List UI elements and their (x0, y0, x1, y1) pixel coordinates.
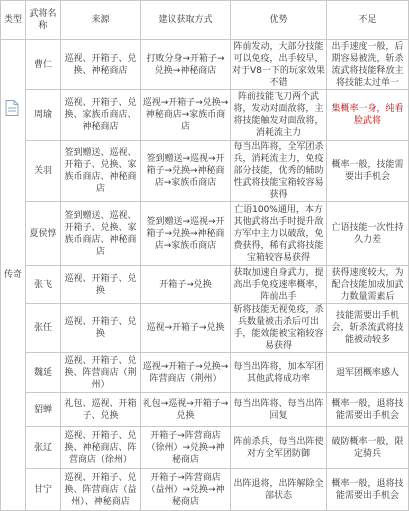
header-type: 类型 (1, 1, 26, 40)
advantage-cell: 每当出阵将、每当出阵回复 (231, 393, 327, 427)
general-name: 甘宁 (26, 469, 61, 511)
general-name: 周瑜 (26, 90, 61, 141)
table-row (1, 202, 409, 266)
method-cell: 开箱子→阵营商店（徐州）→兑换→神秘商店 (141, 427, 231, 469)
document-icon (5, 100, 19, 120)
method-cell: 礼包→巡视→开箱子→兑换 (141, 393, 231, 427)
header-advantage: 优势 (231, 1, 327, 40)
table-row (1, 266, 409, 304)
source-cell: 巡视、开箱子、兑换 (61, 266, 141, 304)
weakness-cell: 破防概率一般，限定骑兵 (327, 427, 409, 469)
general-name: 张辽 (26, 427, 61, 469)
weakness-cell: 概率一般，退将技能需要出手机会 (327, 393, 409, 427)
method-cell: 巡视→开箱子→兑换 (141, 304, 231, 353)
advantage-cell: 每当出阵将，加本军团其他武将成功率 (231, 353, 327, 393)
method-cell: 巡视→开箱子→兑换→阵营商店（荆州） (141, 353, 231, 393)
method-cell: 打败分身→开箱子→兑换→神秘商店 (141, 40, 231, 90)
type-cell (1, 40, 26, 511)
table-row (1, 393, 409, 427)
advantage-cell: 阵前杀兵，每当出阵使对方全军团防御 (231, 427, 327, 469)
source-cell: 巡视、开箱子、兑换、家族币商店、神秘商店 (61, 90, 141, 141)
weakness-cell: 技能需要出手机会，斩杀流武将技能被动较多 (327, 304, 409, 353)
general-name: 张飞 (26, 266, 61, 304)
weakness-cell: 亡语技能一次性持久力差 (327, 202, 409, 266)
table-row (1, 40, 409, 90)
header-name: 武将名称 (26, 1, 61, 40)
weakness-cell: 集概率一身，纯看脸武将 (327, 90, 409, 141)
advantage-cell: 每当出阵将，全军团杀兵，消耗流主力，免疫部分技能，优秀的辅助性武将技能宝箱较容易获得 (231, 141, 327, 202)
source-cell: 巡视、开箱子、兑换 (61, 304, 141, 353)
table-row (1, 304, 409, 353)
source-cell: 巡视、开箱子、兑换、阵营商店（益州）、神秘商店 (61, 469, 141, 511)
type-label: 传奇 (3, 270, 22, 280)
source-cell: 巡视、开箱子、兑换、神秘商店 (61, 40, 141, 90)
general-name: 张任 (26, 304, 61, 353)
general-name: 关羽 (26, 141, 61, 202)
method-cell: 巡视→开箱子→兑换→神秘商店→家族币商店 (141, 90, 231, 141)
source-cell: 签到赠送、巡视、开箱子、兑换、家族币商店、神秘商店 (61, 202, 141, 266)
table-row (1, 353, 409, 393)
weakness-cell: 退军团概率感人 (327, 353, 409, 393)
method-cell: 签到赠送→巡视→开箱子→兑换→神秘商店→家族币商店 (141, 141, 231, 202)
weakness-cell: 概率一般，技能需要出手机会 (327, 141, 409, 202)
source-cell: 巡视、开箱子、兑换、神秘商店、阵营商店（徐州） (61, 427, 141, 469)
table-row (1, 90, 409, 141)
weakness-cell: 概率一般，退将技能需要出手机会 (327, 469, 409, 511)
header-source: 来源 (61, 1, 141, 40)
header-method: 建议获取方式 (141, 1, 231, 40)
weakness-cell: 获得速度较大，为配合技能加成加武力数量需素后 (327, 266, 409, 304)
table-row (1, 427, 409, 469)
method-cell: 开箱子→兑换 (141, 266, 231, 304)
general-name: 魏延 (26, 353, 61, 393)
table-row (1, 469, 409, 511)
advantage-cell: 出阵退将，出阵解除全部状态 (231, 469, 327, 511)
weakness-cell: 出手速度一般，后期容易被洗，斩杀流武将技能释放主将技能太过单一 (327, 40, 409, 90)
general-name: 曹仁 (26, 40, 61, 90)
general-name: 夏侯惇 (26, 202, 61, 266)
general-name: 貂蝉 (26, 393, 61, 427)
table-row (1, 141, 409, 202)
source-cell: 巡视、开箱子、兑换、阵营商店（荆州） (61, 353, 141, 393)
table-header-row (1, 1, 409, 40)
method-cell: 开箱子→阵营商店（益州）→兑换→神秘商店 (141, 469, 231, 511)
header-weakness: 不足 (327, 1, 409, 40)
advantage-cell: 斩将技能无视免疫，杀兵数量被击杀后可出手，能效能被宝箱较容易获得 (231, 304, 327, 353)
method-cell: 签到赠送→巡视→开箱子→兑换→神秘商店→家族币商店 (141, 202, 231, 266)
advantage-cell: 亡语100%通用，本方其他武将出手时提升敌方军中主力以破敌，免费获得，稀有武将技能宝箱较容易获得 (231, 202, 327, 266)
advantage-cell: 获取加速自身武力，提高出手免疫速率概率，阵前出手 (231, 266, 327, 304)
source-cell: 礼包、巡视、开箱子、兑换 (61, 393, 141, 427)
source-cell: 签到赠送、巡视、开箱子、兑换、家族币商店、神秘商店 (61, 141, 141, 202)
advantage-cell: 阵前发动，大部分技能可以免疫，出手较早，对于V8一下的玩家效果不错 (232, 41, 325, 88)
advantage-cell: 阵前技能飞刀两个武将，发动对面敌将，主将技能触发对面敌将，消耗流主力 (231, 90, 327, 141)
